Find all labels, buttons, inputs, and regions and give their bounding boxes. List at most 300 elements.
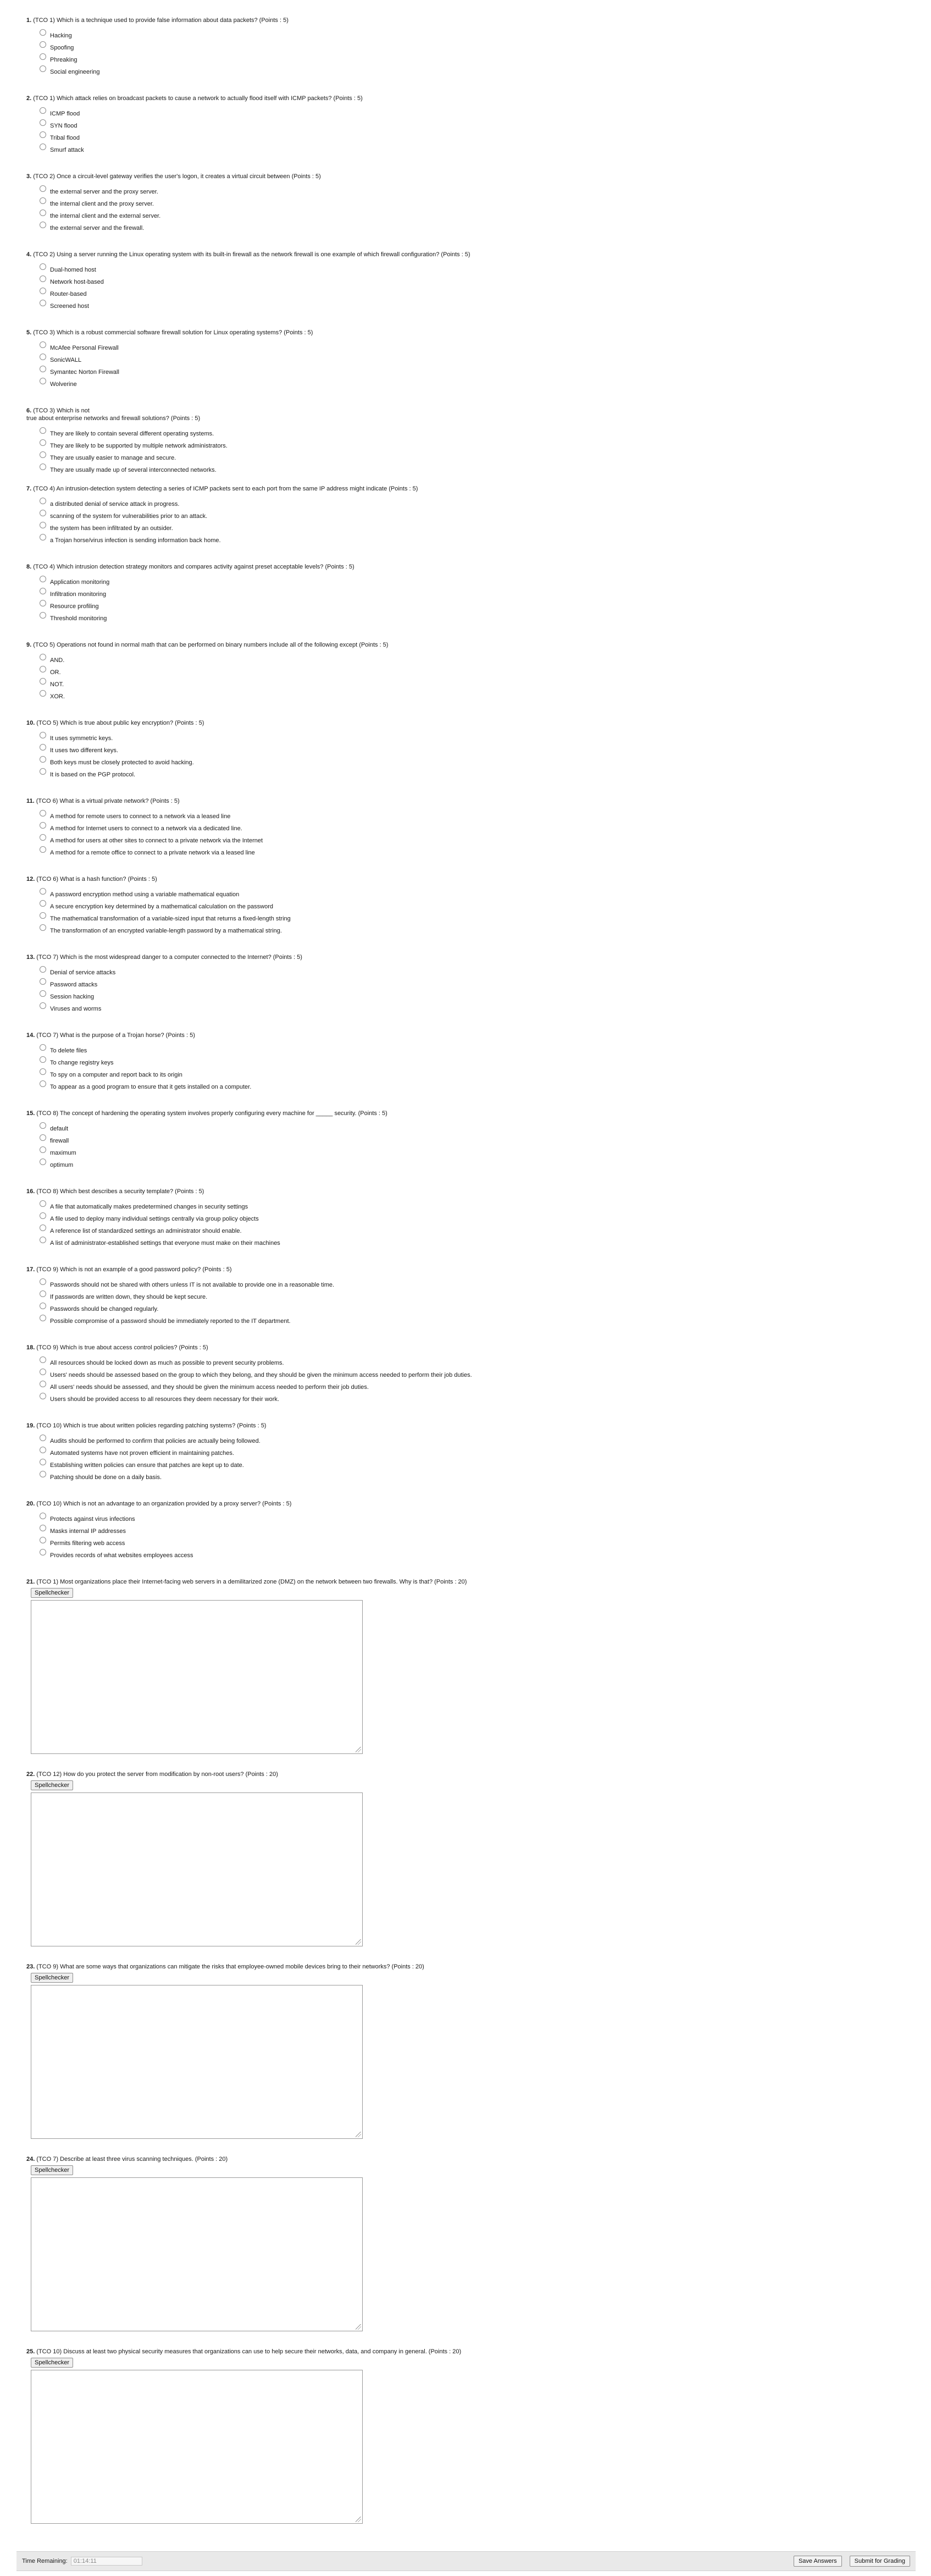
- answer-option[interactable]: [40, 428, 895, 440]
- option-label: To change registry keys: [50, 1060, 114, 1066]
- question-body: (TCO 1) Which attack relies on broadcast packets to cause a network to actually flood itself with ICMP packets? (Points : 5): [33, 95, 363, 102]
- option-label: ICMP flood: [50, 111, 80, 117]
- essay-answer-textarea[interactable]: [31, 2177, 363, 2331]
- option-label: the external server and the firewall.: [50, 225, 145, 231]
- answer-option[interactable]: [40, 354, 895, 366]
- radio-button[interactable]: [40, 810, 46, 817]
- question-text: [26, 16, 895, 24]
- radio-button[interactable]: [40, 1356, 46, 1363]
- option-label: SonicWALL: [50, 357, 82, 363]
- radio-button[interactable]: [40, 1513, 46, 1519]
- essay-question-block: [26, 1770, 895, 1963]
- option-label: Password attacks: [50, 981, 98, 988]
- option-label: default: [50, 1126, 69, 1132]
- option-label: If passwords are written down, they should be kept secure.: [50, 1294, 208, 1300]
- option-label: NOT.: [50, 681, 64, 688]
- quiz-footer: [16, 2551, 916, 2571]
- answer-option[interactable]: [40, 108, 895, 120]
- answer-option[interactable]: [40, 42, 895, 54]
- radio-button[interactable]: [40, 612, 46, 619]
- radio-button[interactable]: [40, 1525, 46, 1531]
- question-block: [26, 1500, 895, 1578]
- answer-option[interactable]: [40, 1057, 895, 1069]
- answer-options: [40, 1435, 895, 1483]
- option-label: They are likely to be supported by multiple network administrators.: [50, 443, 228, 449]
- time-remaining-label: Time Remaining:: [22, 2558, 68, 2564]
- option-label: To delete files: [50, 1047, 87, 1054]
- question-block: [26, 251, 895, 329]
- resize-handle-icon[interactable]: [356, 2132, 361, 2137]
- question-body: (TCO 4) An intrusion-detection system detecting a series of ICMP packets sent to each port from the same IP address might indicate (Points : 5): [33, 486, 418, 492]
- radio-button[interactable]: [40, 678, 46, 685]
- option-label: a distributed denial of service attack in progress.: [50, 501, 180, 508]
- answer-option[interactable]: [40, 132, 895, 144]
- answer-option[interactable]: [40, 534, 895, 547]
- radio-button[interactable]: [40, 1381, 46, 1387]
- radio-button[interactable]: [40, 451, 46, 458]
- radio-button[interactable]: [40, 654, 46, 660]
- radio-button[interactable]: [40, 1068, 46, 1075]
- question-body: (TCO 7) Describe at least three virus scanning techniques. (Points : 20): [36, 2156, 228, 2163]
- answer-option[interactable]: [40, 198, 895, 210]
- question-block: [26, 95, 895, 173]
- option-label: the system has been infiltrated by an outsider.: [50, 525, 173, 532]
- option-label: Wolverine: [50, 381, 77, 388]
- radio-button[interactable]: [40, 522, 46, 528]
- radio-button[interactable]: [40, 275, 46, 282]
- option-label: All users' needs should be assessed, and they should be given the minimum access needed to perform their job duties.: [50, 1384, 369, 1391]
- radio-button[interactable]: [40, 1212, 46, 1219]
- option-label: firewall: [50, 1138, 69, 1144]
- radio-button[interactable]: [40, 732, 46, 738]
- answer-option[interactable]: [40, 1081, 895, 1093]
- answer-option[interactable]: [40, 1381, 895, 1393]
- option-label: optimum: [50, 1162, 74, 1168]
- option-label: A list of administrator-established settings that everyone must make on their machines: [50, 1240, 280, 1246]
- radio-button[interactable]: [40, 834, 46, 841]
- answer-option[interactable]: [40, 276, 895, 288]
- essay-answer-textarea[interactable]: [31, 2370, 363, 2524]
- spellchecker-button[interactable]: Spellchecker: [31, 1973, 73, 1983]
- spellchecker-button[interactable]: Spellchecker: [31, 1588, 73, 1598]
- option-label: Patching should be done on a daily basis.: [50, 1474, 162, 1481]
- question-text: [26, 2155, 895, 2163]
- question-block: [26, 953, 895, 1031]
- question-block: [26, 1031, 895, 1110]
- answer-option[interactable]: [40, 1369, 895, 1381]
- essay-answer-textarea[interactable]: [31, 1985, 363, 2139]
- question-number: 15.: [26, 1110, 35, 1117]
- resize-handle-icon[interactable]: [356, 1747, 361, 1752]
- essay-question-block: [26, 1963, 895, 2155]
- quiz-form: [26, 16, 895, 2540]
- answer-option[interactable]: [40, 264, 895, 276]
- answer-option[interactable]: [40, 1525, 895, 1537]
- radio-button[interactable]: [40, 1537, 46, 1543]
- question-text: [26, 95, 895, 102]
- answer-option[interactable]: [40, 1159, 895, 1171]
- answer-option[interactable]: [40, 498, 895, 510]
- question-text: [26, 173, 895, 180]
- radio-button[interactable]: [40, 41, 46, 48]
- radio-button[interactable]: [40, 888, 46, 895]
- radio-button[interactable]: [40, 464, 46, 470]
- question-body: (TCO 8) Which best describes a security template? (Points : 5): [36, 1188, 204, 1195]
- question-number: 19.: [26, 1422, 35, 1429]
- resize-handle-icon[interactable]: [356, 2517, 361, 2522]
- answer-option[interactable]: [40, 186, 895, 198]
- answer-option[interactable]: [40, 66, 895, 78]
- radio-button[interactable]: [40, 1447, 46, 1453]
- answer-option[interactable]: [40, 1237, 895, 1249]
- answer-option[interactable]: [40, 210, 895, 222]
- option-label: Infiltration monitoring: [50, 591, 107, 598]
- option-label: Users should be provided access to all resources they deem necessary for their work.: [50, 1396, 279, 1403]
- radio-button[interactable]: [40, 576, 46, 582]
- radio-button[interactable]: [40, 1303, 46, 1309]
- radio-button[interactable]: [40, 1122, 46, 1129]
- answer-option[interactable]: [40, 847, 895, 859]
- answer-option[interactable]: [40, 1123, 895, 1135]
- question-body: (TCO 5) Which is true about public key encryption? (Points : 5): [36, 720, 204, 726]
- question-number: 25.: [26, 2348, 35, 2355]
- option-label: Social engineering: [50, 69, 100, 75]
- question-block: [26, 1110, 895, 1188]
- radio-button[interactable]: [40, 846, 46, 853]
- question-text: [26, 1031, 895, 1039]
- option-label: A file used to deploy many individual settings centrally via group policy objects: [50, 1216, 259, 1222]
- question-text: [26, 563, 895, 571]
- radio-button[interactable]: [40, 912, 46, 919]
- radio-button[interactable]: [40, 990, 46, 997]
- radio-button[interactable]: [40, 1146, 46, 1153]
- question-text: [26, 719, 895, 727]
- answer-option[interactable]: [40, 1315, 895, 1327]
- answer-option[interactable]: [40, 769, 895, 781]
- save-answers-button[interactable]: Save Answers: [794, 2556, 842, 2567]
- answer-option[interactable]: [40, 30, 895, 42]
- question-body: (TCO 4) Which intrusion detection strategy monitors and compares activity against preset acceptable levels? (Points : 5): [33, 564, 354, 570]
- answer-option[interactable]: [40, 810, 895, 823]
- answer-option[interactable]: [40, 54, 895, 66]
- question-number: 18.: [26, 1344, 35, 1351]
- question-body: (TCO 10) Discuss at least two physical security measures that organizations can use to help secure their networks, data, and company in general. (Points : 20): [36, 2348, 462, 2355]
- spellchecker-button[interactable]: Spellchecker: [31, 2165, 73, 2175]
- question-body: (TCO 1) Which is a technique used to provide false information about data packets? (Points : 5): [33, 17, 289, 24]
- answer-option[interactable]: [40, 1447, 895, 1459]
- question-body: (TCO 2) Using a server running the Linux operating system with its built-in firewall as the network firewall is one example of which firewall configuration? (Points : 5): [33, 251, 470, 258]
- radio-button[interactable]: [40, 756, 46, 763]
- answer-option[interactable]: [40, 1201, 895, 1213]
- radio-button[interactable]: [40, 588, 46, 594]
- answer-option[interactable]: [40, 1291, 895, 1303]
- question-body: (TCO 9) What are some ways that organizations can mitigate the risks that employee-owned mobile devices bring to their networks? (Points : 20): [36, 1963, 424, 1970]
- option-label: A method for remote users to connect to a network via a leased line: [50, 813, 231, 820]
- answer-option[interactable]: [40, 679, 895, 691]
- answer-option[interactable]: [40, 1279, 895, 1291]
- option-label: AND.: [50, 657, 65, 664]
- multiple-choice-section: [26, 16, 895, 1578]
- answer-options: [40, 1201, 895, 1249]
- answer-option[interactable]: [40, 1537, 895, 1549]
- question-block: [26, 1422, 895, 1500]
- question-number: 20.: [26, 1501, 35, 1507]
- answer-option[interactable]: [40, 835, 895, 847]
- radio-button[interactable]: [40, 1471, 46, 1477]
- answer-option[interactable]: [40, 1135, 895, 1147]
- question-body: (TCO 1) Most organizations place their Internet-facing web servers in a demilitarized zone (DMZ) on the network between two firewalls. Why is that? (Points : 20): [36, 1579, 467, 1585]
- radio-button[interactable]: [40, 29, 46, 36]
- radio-button[interactable]: [40, 427, 46, 434]
- radio-button[interactable]: [40, 1393, 46, 1399]
- radio-button[interactable]: [40, 1200, 46, 1207]
- answer-options: [40, 810, 895, 859]
- radio-button[interactable]: [40, 354, 46, 360]
- radio-button[interactable]: [40, 119, 46, 126]
- answer-option[interactable]: [40, 967, 895, 979]
- radio-button[interactable]: [40, 1134, 46, 1141]
- question-text: [26, 1578, 895, 1586]
- answer-option[interactable]: [40, 991, 895, 1003]
- answer-options: [40, 576, 895, 625]
- question-block: [26, 173, 895, 251]
- answer-option[interactable]: [40, 522, 895, 534]
- answer-options: [40, 889, 895, 937]
- option-label: Both keys must be closely protected to avoid hacking.: [50, 759, 194, 766]
- radio-button[interactable]: [40, 300, 46, 306]
- option-label: Router-based: [50, 291, 87, 297]
- question-number: 16.: [26, 1188, 35, 1195]
- question-number: 8.: [26, 564, 32, 570]
- answer-option[interactable]: [40, 510, 895, 522]
- radio-button[interactable]: [40, 966, 46, 973]
- radio-button[interactable]: [40, 822, 46, 829]
- radio-button[interactable]: [40, 263, 46, 270]
- answer-options: [40, 342, 895, 390]
- radio-button[interactable]: [40, 65, 46, 72]
- option-label: Hacking: [50, 32, 72, 39]
- radio-button[interactable]: [40, 107, 46, 114]
- radio-button[interactable]: [40, 341, 46, 348]
- submit-for-grading-button[interactable]: Submit for Grading: [850, 2556, 910, 2567]
- question-number: 7.: [26, 486, 32, 492]
- radio-button[interactable]: [40, 1080, 46, 1087]
- radio-button[interactable]: [40, 1369, 46, 1375]
- question-block: [26, 16, 895, 95]
- answer-option[interactable]: [40, 378, 895, 390]
- answer-option[interactable]: [40, 1459, 895, 1471]
- radio-button[interactable]: [40, 53, 46, 60]
- answer-option[interactable]: [40, 1549, 895, 1562]
- radio-button[interactable]: [40, 1224, 46, 1231]
- option-label: OR.: [50, 669, 61, 676]
- resize-handle-icon[interactable]: [356, 2324, 361, 2330]
- option-label: A method for a remote office to connect to a private network via a leased line: [50, 850, 255, 856]
- spellchecker-button[interactable]: Spellchecker: [31, 1780, 73, 1790]
- essay-answer-textarea[interactable]: [31, 1792, 363, 1946]
- radio-button[interactable]: [40, 510, 46, 516]
- question-number: 17.: [26, 1266, 35, 1273]
- answer-option[interactable]: [40, 925, 895, 937]
- radio-button[interactable]: [40, 378, 46, 384]
- option-label: It is based on the PGP protocol.: [50, 771, 136, 778]
- answer-option[interactable]: [40, 757, 895, 769]
- question-body: (TCO 12) How do you protect the server from modification by non-root users? (Points : 20): [36, 1771, 278, 1778]
- answer-option[interactable]: [40, 744, 895, 757]
- question-body: (TCO 9) Which is not an example of a good password policy? (Points : 5): [36, 1266, 232, 1273]
- answer-option[interactable]: [40, 1513, 895, 1525]
- radio-button[interactable]: [40, 1435, 46, 1441]
- option-label: the external server and the proxy server.: [50, 189, 158, 195]
- question-block: [26, 407, 895, 485]
- question-text: [26, 1344, 895, 1352]
- answer-option[interactable]: [40, 913, 895, 925]
- option-label: the internal client and the proxy server.: [50, 201, 154, 207]
- answer-option[interactable]: [40, 342, 895, 354]
- answer-option[interactable]: [40, 901, 895, 913]
- radio-button[interactable]: [40, 900, 46, 907]
- radio-button[interactable]: [40, 222, 46, 228]
- answer-option[interactable]: [40, 691, 895, 703]
- radio-button[interactable]: [40, 768, 46, 775]
- radio-button[interactable]: [40, 1002, 46, 1009]
- answer-option[interactable]: [40, 666, 895, 679]
- answer-options: [40, 1123, 895, 1171]
- question-number: 24.: [26, 2156, 35, 2163]
- answer-option[interactable]: [40, 288, 895, 300]
- question-text: [26, 1770, 895, 1778]
- answer-option[interactable]: [40, 1003, 895, 1015]
- option-label: the internal client and the external server.: [50, 213, 161, 219]
- answer-option[interactable]: [40, 889, 895, 901]
- radio-button[interactable]: [40, 600, 46, 606]
- radio-button[interactable]: [40, 534, 46, 540]
- question-text: [26, 1963, 895, 1971]
- question-block: [26, 719, 895, 797]
- answer-option[interactable]: [40, 588, 895, 600]
- option-label: A method for users at other sites to connect to a private network via the Internet: [50, 837, 263, 844]
- radio-button[interactable]: [40, 1056, 46, 1063]
- answer-option[interactable]: [40, 576, 895, 588]
- option-label: To spy on a computer and report back to its origin: [50, 1072, 182, 1078]
- answer-option[interactable]: [40, 222, 895, 234]
- answer-options: [40, 264, 895, 312]
- question-body: (TCO 5) Operations not found in normal math that can be performed on binary numbers include all of the following except (Points : 5): [33, 642, 389, 648]
- option-label: A reference list of standardized settings an administrator should enable.: [50, 1228, 242, 1234]
- question-body: (TCO 7) Which is the most widespread danger to a computer connected to the Internet? (Points : 5): [36, 954, 302, 961]
- question-number: 1.: [26, 17, 32, 24]
- question-body: (TCO 7) What is the purpose of a Trojan horse? (Points : 5): [36, 1032, 195, 1039]
- question-body: (TCO 10) Which is true about written policies regarding patching systems? (Points : 5): [36, 1422, 267, 1429]
- answer-option[interactable]: [40, 613, 895, 625]
- question-block: [26, 485, 895, 563]
- radio-button[interactable]: [40, 197, 46, 204]
- answer-options: [40, 654, 895, 703]
- answer-option[interactable]: [40, 300, 895, 312]
- radio-button[interactable]: [40, 144, 46, 150]
- answer-option[interactable]: [40, 732, 895, 744]
- question-number: 3.: [26, 173, 32, 180]
- answer-option[interactable]: [40, 1225, 895, 1237]
- radio-button[interactable]: [40, 366, 46, 372]
- answer-options: [40, 498, 895, 547]
- answer-option[interactable]: [40, 464, 895, 476]
- answer-option[interactable]: [40, 600, 895, 613]
- answer-option[interactable]: [40, 366, 895, 378]
- resize-handle-icon[interactable]: [356, 1939, 361, 1945]
- essay-section: [26, 1578, 895, 2540]
- radio-button[interactable]: [40, 1549, 46, 1555]
- option-label: McAfee Personal Firewall: [50, 345, 119, 351]
- question-text: [26, 407, 895, 422]
- option-label: It uses symmetric keys.: [50, 735, 113, 742]
- radio-button[interactable]: [40, 1315, 46, 1321]
- answer-option[interactable]: [40, 1357, 895, 1369]
- answer-option[interactable]: [40, 654, 895, 666]
- radio-button[interactable]: [40, 1159, 46, 1165]
- option-label: Dual-homed host: [50, 267, 96, 273]
- radio-button[interactable]: [40, 690, 46, 697]
- answer-option[interactable]: [40, 1393, 895, 1405]
- answer-option[interactable]: [40, 1471, 895, 1483]
- answer-option[interactable]: [40, 144, 895, 156]
- question-body: (TCO 3) Which is not true about enterprise networks and firewall solutions? (Points : 5): [26, 407, 201, 422]
- radio-button[interactable]: [40, 666, 46, 672]
- answer-options: [40, 732, 895, 781]
- answer-option[interactable]: [40, 1303, 895, 1315]
- answer-option[interactable]: [40, 1045, 895, 1057]
- answer-options: [40, 30, 895, 78]
- radio-button[interactable]: [40, 498, 46, 504]
- radio-button[interactable]: [40, 439, 46, 446]
- answer-option[interactable]: [40, 823, 895, 835]
- question-number: 6.: [26, 407, 32, 414]
- answer-option[interactable]: [40, 1435, 895, 1447]
- answer-option[interactable]: [40, 440, 895, 452]
- option-label: Session hacking: [50, 994, 95, 1000]
- radio-button[interactable]: [40, 288, 46, 294]
- radio-button[interactable]: [40, 1278, 46, 1285]
- option-label: Phreaking: [50, 57, 77, 63]
- option-label: Permits filtering web access: [50, 1540, 125, 1547]
- radio-button[interactable]: [40, 1459, 46, 1465]
- radio-button[interactable]: [40, 209, 46, 216]
- option-label: Protects against virus infections: [50, 1516, 135, 1523]
- answer-option[interactable]: [40, 979, 895, 991]
- radio-button[interactable]: [40, 1044, 46, 1051]
- option-label: Passwords should be changed regularly.: [50, 1306, 159, 1312]
- radio-button[interactable]: [40, 978, 46, 985]
- radio-button[interactable]: [40, 924, 46, 931]
- radio-button[interactable]: [40, 185, 46, 192]
- question-text: [26, 329, 895, 337]
- answer-option[interactable]: [40, 1147, 895, 1159]
- answer-option[interactable]: [40, 120, 895, 132]
- question-block: [26, 329, 895, 407]
- radio-button[interactable]: [40, 744, 46, 751]
- option-label: A method for Internet users to connect to a network via a dedicated line.: [50, 825, 242, 832]
- answer-option[interactable]: [40, 452, 895, 464]
- spellchecker-button[interactable]: Spellchecker: [31, 2358, 73, 2368]
- answer-option[interactable]: [40, 1213, 895, 1225]
- radio-button[interactable]: [40, 1290, 46, 1297]
- option-label: Network host-based: [50, 279, 104, 285]
- essay-answer-textarea[interactable]: [31, 1600, 363, 1754]
- answer-option[interactable]: [40, 1069, 895, 1081]
- radio-button[interactable]: [40, 1237, 46, 1243]
- radio-button[interactable]: [40, 131, 46, 138]
- question-number: 2.: [26, 95, 32, 102]
